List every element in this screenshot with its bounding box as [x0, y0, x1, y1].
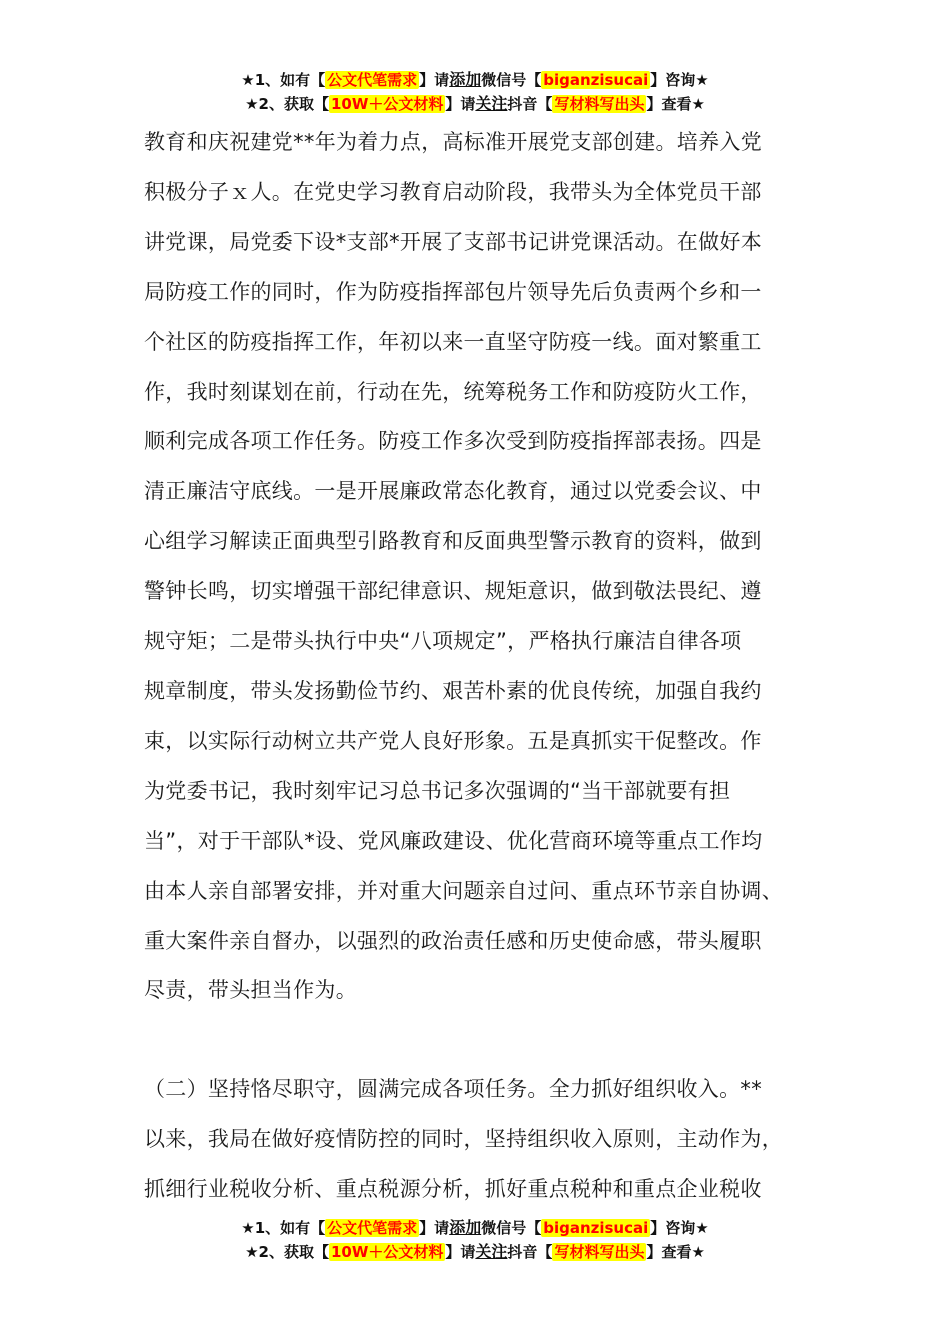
highlight-wechat-id: biganzisucai: [543, 71, 649, 89]
highlight-writing-service: 公文代笔需求: [327, 1219, 418, 1237]
highlight-douyin-account: 写材料写出头: [554, 1243, 645, 1261]
highlight-materials: 10W＋公文材料: [330, 95, 444, 113]
text-line: 束，以实际行动树立共产党人良好形象。五是真抓实干促整改。作: [144, 728, 762, 753]
paragraph-1: [144, 118, 834, 1016]
banner-line-2: ★2、获取【 10W＋公文材料 】请关注抖音【 写材料写出头 】查看★: [245, 94, 705, 113]
text-line: 局防疫工作的同时，作为防疫指挥部包片领导先后负责两个乡和一: [144, 279, 762, 304]
header-banner: [0, 68, 950, 116]
text-line: 抓细行业税收分析、重点税源分析，抓好重点税种和重点企业税收: [144, 1177, 762, 1202]
text-line: 当”，对于干部队*设、党风廉政建设、优化营商环境等重点工作均: [144, 828, 763, 853]
emphasis-follow: 关注: [475, 1242, 508, 1261]
text-line: 心组学习解读正面典型引路教育和反面典型警示教育的资料，做到: [144, 529, 762, 554]
document-body: [144, 118, 834, 1215]
banner-line-1: ★1、如有【 公文代笔需求 】请添加微信号【 biganzisucai 】咨询★: [241, 70, 709, 89]
text-line: 为党委书记，我时刻牢记习总书记多次强调的“当干部就要有担: [144, 778, 731, 803]
banner-line-2: ★2、获取【 10W＋公文材料 】请关注抖音【 写材料写出头 】查看★: [245, 1242, 705, 1261]
paragraph-2: [144, 1065, 834, 1215]
text-line: 警钟长鸣，切实增强干部纪律意识、规矩意识，做到敬法畏纪、遵: [144, 579, 762, 604]
text-line: 讲党课，局党委下设*支部*开展了支部书记讲党课活动。在做好本: [144, 229, 762, 254]
highlight-writing-service: 公文代笔需求: [327, 71, 418, 89]
footer-banner: [0, 1216, 950, 1264]
text-line: 顺利完成各项工作任务。防疫工作多次受到防疫指挥部表扬。四是: [144, 429, 762, 454]
text-line: 积极分子ｘ人。在党史学习教育启动阶段，我带头为全体党员干部: [144, 179, 762, 204]
emphasis-follow: 关注: [475, 94, 508, 113]
text-line: 清正廉洁守底线。一是开展廉政常态化教育，通过以党委会议、中: [144, 479, 762, 504]
emphasis-add: 添加: [449, 70, 482, 89]
text-line: 规章制度，带头发扬勤俭节约、艰苦朴素的优良传统，加强自我约: [144, 678, 762, 703]
text-line: 作，我时刻谋划在前，行动在先，统筹税务工作和防疫防火工作，: [144, 379, 762, 404]
highlight-materials: 10W＋公文材料: [330, 1243, 444, 1261]
text-line: 由本人亲自部署安排，并对重大问题亲自过问、重点环节亲自协调、: [144, 878, 783, 903]
highlight-wechat-id: biganzisucai: [543, 1219, 649, 1237]
text-line: （二）坚持恪尽职守，圆满完成各项任务。全力抓好组织收入。**: [144, 1077, 762, 1102]
text-line: 尽责，带头担当作为。: [144, 978, 357, 1003]
highlight-douyin-account: 写材料写出头: [554, 95, 645, 113]
banner-line-1: ★1、如有【 公文代笔需求 】请添加微信号【 biganzisucai 】咨询★: [241, 1218, 709, 1237]
emphasis-add: 添加: [449, 1218, 482, 1237]
text-line: 规守矩；二是带头执行中央“八项规定”，严格执行廉洁自律各项: [144, 629, 742, 654]
text-line: 个社区的防疫指挥工作，年初以来一直坚守防疫一线。面对繁重工: [144, 329, 762, 354]
text-line: 重大案件亲自督办，以强烈的政治责任感和历史使命感，带头履职: [144, 928, 762, 953]
text-line: 教育和庆祝建党**年为着力点，高标准开展党支部创建。培养入党: [144, 130, 762, 154]
text-line: 以来，我局在做好疫情防控的同时，坚持组织收入原则，主动作为，: [144, 1127, 783, 1152]
